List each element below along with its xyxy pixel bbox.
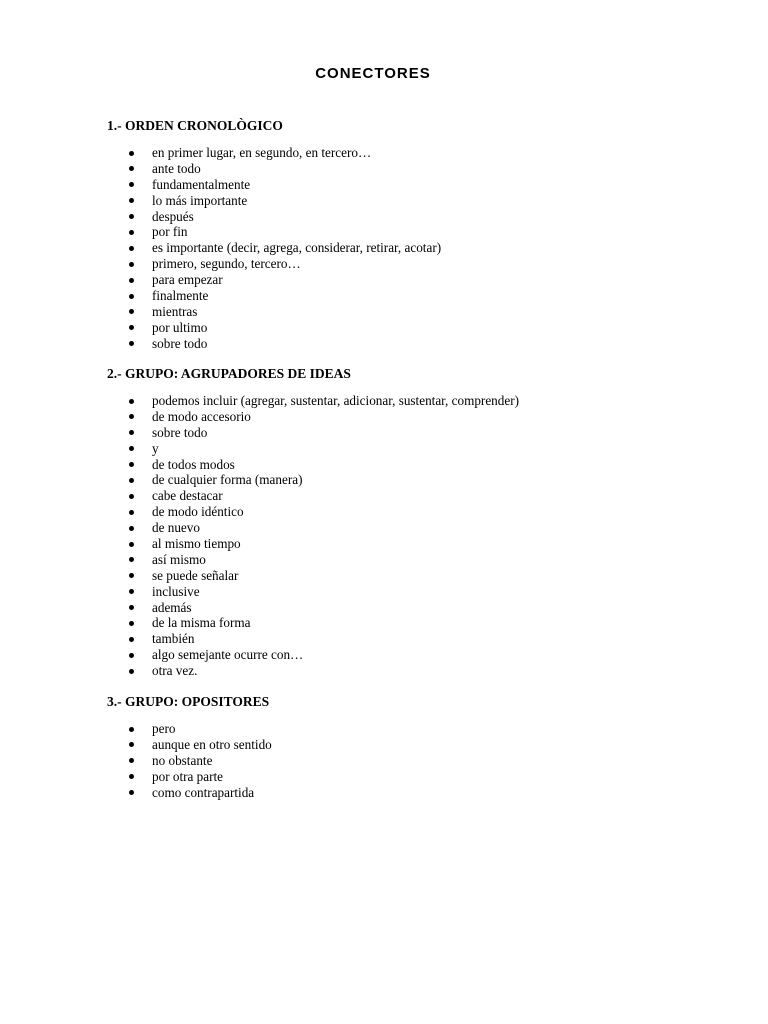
bullet-icon	[129, 446, 134, 451]
bullet-icon	[129, 214, 134, 219]
list-item-text: así mismo	[152, 551, 206, 567]
bullet-icon	[129, 669, 134, 674]
bullet-icon	[129, 542, 134, 547]
list-item-text: ante todo	[152, 160, 201, 176]
list-item-text: por fin	[152, 224, 188, 240]
list-item-text: también	[152, 631, 195, 647]
bullet-icon	[129, 605, 134, 610]
bullet-icon	[129, 462, 134, 467]
list-item-text: cabe destacar	[152, 488, 223, 504]
list-item	[107, 488, 707, 504]
list-item	[107, 753, 707, 769]
bullet-icon	[129, 742, 134, 747]
document-title: CONECTORES	[315, 65, 431, 82]
bullet-icon	[129, 198, 134, 203]
list-item-text: podemos incluir (agregar, sustentar, adicionar, sustentar, comprender)	[152, 393, 520, 408]
bullet-icon	[129, 557, 134, 562]
list-item	[107, 320, 707, 336]
list-item	[107, 568, 707, 584]
list-item-text: primero, segundo, tercero…	[152, 256, 301, 272]
list-item-text: mientras	[152, 303, 198, 319]
list-item-text: finalmente	[152, 288, 209, 304]
list-item	[107, 769, 707, 785]
list-item	[107, 336, 707, 352]
list-item	[107, 663, 707, 679]
list-item-text: no obstante	[152, 752, 213, 768]
section-agrupadores-de-ideas	[107, 365, 707, 679]
list-item	[107, 737, 707, 753]
connector-list	[107, 145, 707, 352]
bullet-icon	[129, 325, 134, 330]
list-item-text: para empezar	[152, 272, 223, 288]
section-opositores	[107, 693, 707, 800]
list-item	[107, 288, 707, 304]
list-item-text: lo más importante	[152, 192, 248, 208]
list-item-text: inclusive	[152, 583, 200, 599]
list-item-text: de modo idéntico	[152, 504, 244, 520]
list-item-text: de nuevo	[152, 520, 200, 536]
list-item	[107, 177, 707, 193]
bullet-icon	[129, 478, 134, 483]
list-item	[107, 145, 707, 161]
list-item-text: después	[152, 208, 194, 224]
connector-list	[107, 721, 707, 800]
list-item	[107, 457, 707, 473]
list-item-text: otra vez.	[152, 663, 198, 679]
bullet-icon	[129, 494, 134, 499]
bullet-icon	[129, 230, 134, 235]
list-item-text: por ultimo	[152, 319, 208, 335]
list-item	[107, 600, 707, 616]
section-heading: 1.- ORDEN CRONOLÒGICO	[107, 118, 283, 133]
list-item	[107, 552, 707, 568]
list-item-text: de modo accesorio	[152, 408, 251, 424]
bullet-icon	[129, 526, 134, 531]
connector-list	[107, 393, 707, 679]
list-item	[107, 393, 707, 409]
section-orden-cronologico	[107, 117, 707, 352]
section-heading: 3.- GRUPO: OPOSITORES	[107, 694, 270, 709]
bullet-icon	[129, 774, 134, 779]
bullet-icon	[129, 758, 134, 763]
bullet-icon	[129, 727, 134, 732]
bullet-icon	[129, 621, 134, 626]
list-item-text: por otra parte	[152, 768, 224, 784]
list-item	[107, 409, 707, 425]
list-item-text: sobre todo	[152, 335, 208, 351]
bullet-icon	[129, 414, 134, 419]
bullet-icon	[129, 399, 134, 404]
bullet-icon	[129, 309, 134, 314]
bullet-icon	[129, 341, 134, 346]
section-heading: 2.- GRUPO: AGRUPADORES DE IDEAS	[107, 366, 351, 381]
bullet-icon	[129, 430, 134, 435]
list-item-text: además	[152, 599, 192, 615]
list-item-text: como contrapartida	[152, 784, 255, 800]
bullet-icon	[129, 182, 134, 187]
list-item	[107, 721, 707, 737]
list-item-text: aunque en otro sentido	[152, 736, 272, 752]
bullet-icon	[129, 166, 134, 171]
list-item-text: pero	[152, 721, 176, 736]
list-item	[107, 193, 707, 209]
list-item-text: de cualquier forma (manera)	[152, 472, 303, 488]
list-item-text: al mismo tiempo	[152, 536, 241, 552]
list-item-text: se puede señalar	[152, 567, 239, 583]
bullet-icon	[129, 278, 134, 283]
list-item	[107, 785, 707, 801]
bullet-icon	[129, 573, 134, 578]
list-item	[107, 536, 707, 552]
list-item-text: y	[152, 440, 159, 456]
bullet-icon	[129, 246, 134, 251]
list-item-text: algo semejante ocurre con…	[152, 647, 304, 663]
list-item	[107, 472, 707, 488]
list-item	[107, 631, 707, 647]
list-item	[107, 256, 707, 272]
list-item	[107, 425, 707, 441]
bullet-icon	[129, 510, 134, 515]
bullet-icon	[129, 294, 134, 299]
list-item	[107, 441, 707, 457]
list-item	[107, 304, 707, 320]
list-item-text: fundamentalmente	[152, 176, 251, 192]
list-item	[107, 584, 707, 600]
bullet-icon	[129, 151, 134, 156]
list-item-text: de la misma forma	[152, 615, 251, 631]
list-item	[107, 240, 707, 256]
bullet-icon	[129, 262, 134, 267]
list-item	[107, 161, 707, 177]
list-item	[107, 520, 707, 536]
list-item	[107, 504, 707, 520]
bullet-icon	[129, 589, 134, 594]
list-item	[107, 647, 707, 663]
list-item	[107, 209, 707, 225]
list-item-text: en primer lugar, en segundo, en tercero…	[152, 145, 372, 160]
list-item	[107, 272, 707, 288]
bullet-icon	[129, 637, 134, 642]
bullet-icon	[129, 790, 134, 795]
list-item	[107, 615, 707, 631]
bullet-icon	[129, 653, 134, 658]
list-item-text: de todos modos	[152, 456, 235, 472]
list-item-text: es importante (decir, agrega, considerar, retirar, acotar)	[152, 240, 442, 256]
list-item	[107, 224, 707, 240]
list-item-text: sobre todo	[152, 424, 208, 440]
